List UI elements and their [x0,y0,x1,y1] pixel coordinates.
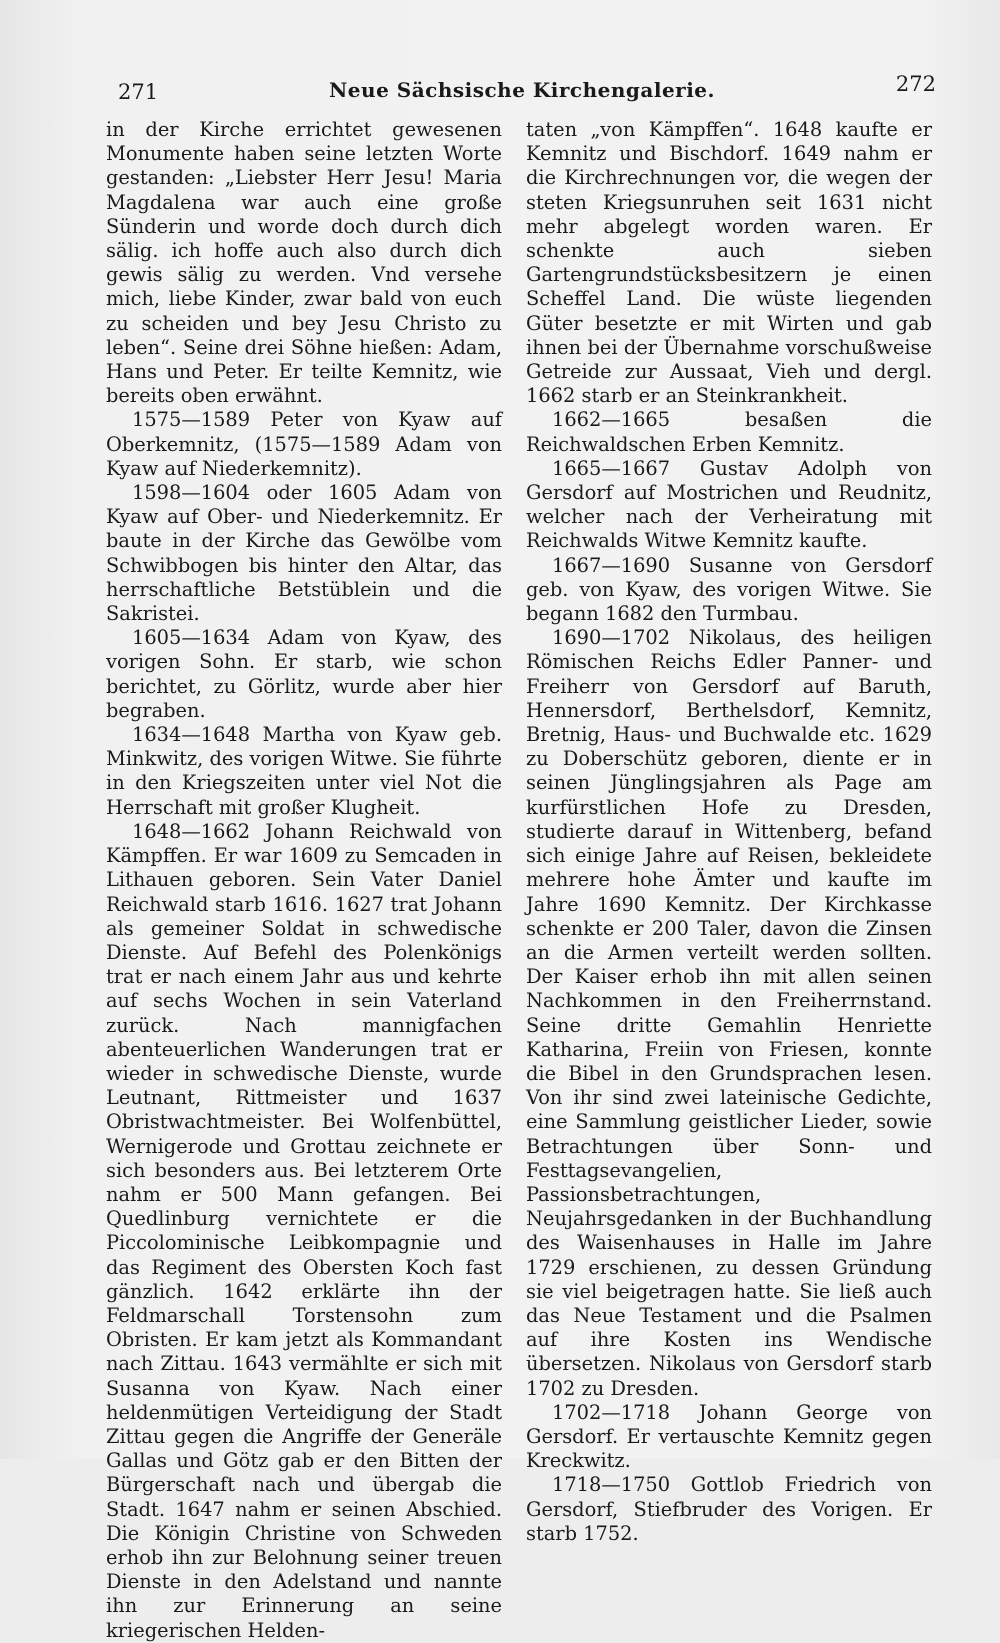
paragraph: taten „von Kämpffen“. 1648 kaufte er Kemnitz und Bischdorf. 1649 nahm er die Kirchrechnungen vor, die wegen der steten Kriegsunruhen seit 1631 nicht mehr abgelegt worden waren. Er schenkte auch sieben Gartengrundstücksbesitzern je einen Scheffel Land. Die wüste liegenden Güter besetzte er mit Wirten und gab ihnen bei der Übernahme vorschußweise Getreide zur Aussaat, Vieh und dergl. 1662 starb er an Steinkrankheit. [526,118,932,408]
paragraph: 1662—1665 besaßen die Reichwaldschen Erben Kemnitz. [526,408,932,456]
paragraph: 1690—1702 Nikolaus, des heiligen Römischen Reichs Edler Panner- und Freiherr von Gersdorf auf Baruth, Hennersdorf, Berthelsdorf, Kemnitz, Bretnig, Haus- und Buchwalde etc. 1629 zu Doberschütz geboren, diente er in seinen Jünglingsjahren als Page am kurfürstlichen Hofe zu Dresden, studierte darauf in Wittenberg, befand sich einige Jahre auf Reisen, bekleidete mehrere hohe Ämter und kaufte im Jahre 1690 Kemnitz. Der Kirchkasse schenkte er 200 Taler, davon die Zinsen an die Armen verteilt werden sollten. Der Kaiser erhob ihn mit allen seinen Nachkommen in den Freiherrnstand. Seine dritte Gemahlin Henriette Katharina, Freiin von Friesen, konnte die Bibel in den Grundsprachen lesen. Von ihr sind zwei lateinische Gedichte, eine Sammlung geistlicher Lieder, sowie Betrachtungen über Sonn- und Festtagsevangelien, Passionsbetrachtungen, Neujahrsgedanken in der Buchhandlung des Waisenhauses in Halle im Jahre 1729 erschienen, zu dessen Gründung sie viel beigetragen hatte. Sie ließ auch das Neue Testament und die Psalmen auf ihre Kosten ins Wendische übersetzen. Nikolaus von Gersdorf starb 1702 zu Dresden. [526,626,932,1400]
paragraph: 1718—1750 Gottlob Friedrich von Gersdorf, Stiefbruder des Vorigen. Er starb 1752. [526,1473,932,1545]
paragraph: 1702—1718 Johann George von Gersdorf. Er vertauschte Kemnitz gegen Kreckwitz. [526,1400,932,1473]
paragraph: 1575—1589 Peter von Kyaw auf Oberkemnitz, (1575—1589 Adam von Kyaw auf Niederkemnitz). [106,408,502,480]
paragraph: 1605—1634 Adam von Kyaw, des vorigen Sohn. Er starb, wie schon berichtet, zu Görlitz, wurde aber hier begraben. [106,626,502,722]
paragraph: 1598—1604 oder 1605 Adam von Kyaw auf Ober- und Niederkemnitz. Er baute in der Kirche das Gewölbe vom Schwibbogen bis hinter den Altar, das herrschaftliche Betstüblein und die Sakristei. [106,481,502,626]
left-column [106,118,502,1643]
paragraph: 1665—1667 Gustav Adolph von Gersdorf auf Mostrichen und Reudnitz, welcher nach der Verheiratung mit Reichwalds Witwe Kemnitz kaufte. [526,456,932,553]
paragraph: in der Kirche errichtet gewesenen Monumente haben seine letzten Worte gestanden: „Liebster Herr Jesu! Maria Magdalena war auch eine große Sünderin und worde doch durch dich sälig. ich hoffe auch also durch dich gewis sälig zu werden. Vnd versehe mich, liebe Kinder, zwar bald von euch zu scheiden und bey Jesu Christo zu leben“. Seine drei Söhne hießen: Adam, Hans und Peter. Er teilte Kemnitz, wie bereits oben erwähnt. [106,118,502,408]
right-column [526,118,932,1546]
running-title: Neue Sächsische Kirchengalerie. [329,78,715,102]
paragraph: 1634—1648 Martha von Kyaw geb. Minkwitz, des vorigen Witwe. Sie führte in den Kriegszeiten unter viel Not die Herrschaft mit großer Klugheit. [106,723,502,819]
paragraph: 1667—1690 Susanne von Gersdorf geb. von Kyaw, des vorigen Witwe. Sie begann 1682 den Turmbau. [526,553,932,626]
page-header [108,72,936,108]
paragraph: 1648—1662 Johann Reichwald von Kämpffen. Er war 1609 zu Semcaden in Lithauen geboren. Sein Vater Daniel Reichwald starb 1616. 1627 trat Johann als gemeiner Soldat in schwedische Dienste. Auf Befehl des Polenkönigs trat er nach einem Jahr aus und kehrte auf sechs Wochen in sein Vaterland zurück. Nach mannigfachen abenteuerlichen Wanderungen trat er wieder in schwedische Dienste, wurde Leutnant, Rittmeister und 1637 Obristwachtmeister. Bei Wolfenbüttel, Wernigerode und Grottau zeichnete er sich besonders aus. Bei letzterem Orte nahm er 500 Mann gefangen. Bei Quedlinburg vernichtete er die Piccolominische Leibkompagnie und das Regiment des Obersten Koch fast gänzlich. 1642 erklärte ihn der Feldmarschall Torstensohn zum Obristen. Er kam jetzt als Kommandant nach Zittau. 1643 vermählte er sich mit Susanna von Kyaw. Nach einer heldenmütigen Verteidigung der Stadt Zittau gegen die Angriffe der Generäle Gallas und Götz gab er den Bitten der Bürgerschaft nach und übergab die Stadt. 1647 nahm er seinen Abschied. Die Königin Christine von Schweden erhob ihn zur Belohnung seiner treuen Dienste in den Adelstand und nannte ihn zur Erinnerung an seine kriegerischen Helden- [106,819,502,1642]
page-number-left: 271 [118,80,159,104]
page-number-right: 272 [895,72,936,96]
